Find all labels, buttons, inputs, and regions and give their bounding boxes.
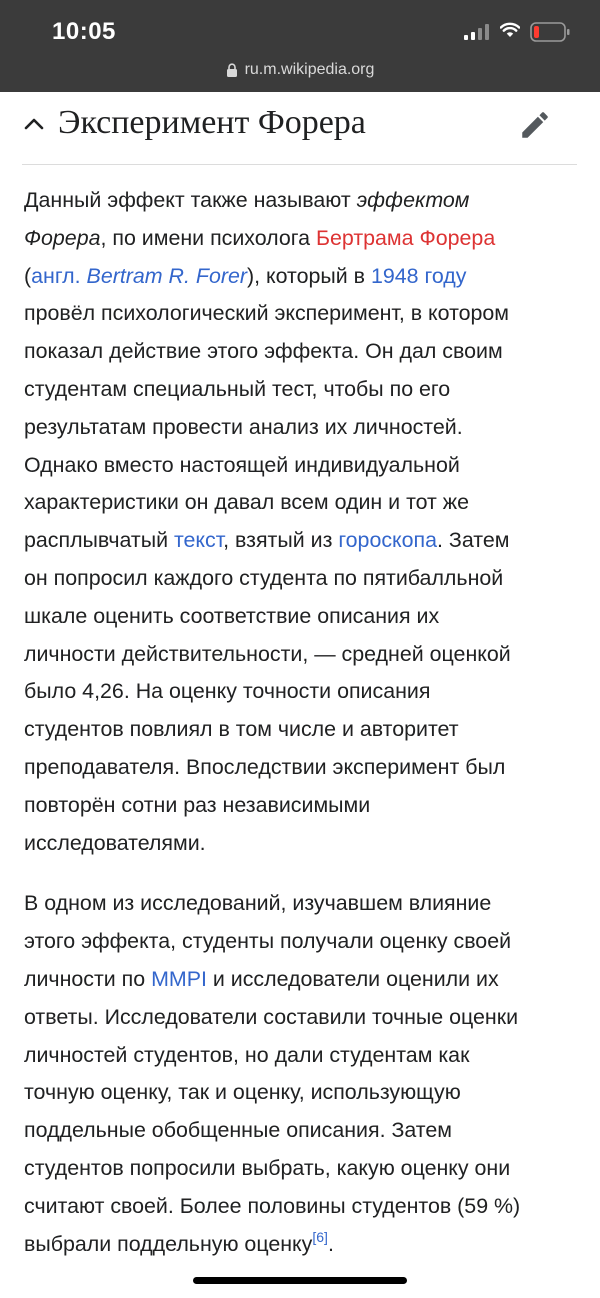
paragraph-gap bbox=[24, 862, 580, 885]
chevron-up-icon[interactable] bbox=[22, 112, 46, 136]
text-line: этого эффекта, студенты получали оценку своей bbox=[24, 929, 512, 954]
text: . Затем bbox=[437, 528, 510, 553]
link-horoscope[interactable]: гороскопа bbox=[338, 528, 438, 553]
italic-text: эффектом bbox=[356, 188, 470, 212]
text-line: провёл психологический эксперимент, в котором bbox=[24, 301, 510, 326]
text-line: он попросил каждого студента по пятибалльной bbox=[24, 565, 504, 590]
text-line: Однако вместо настоящей индивидуальной bbox=[24, 452, 460, 477]
text: личности по bbox=[24, 966, 152, 991]
text-line bbox=[24, 522, 580, 560]
text-line: повторён сотни раз независимыми bbox=[24, 792, 371, 817]
pencil-icon[interactable] bbox=[518, 108, 552, 142]
paragraph-1 bbox=[24, 182, 580, 862]
text: , по имени психолога bbox=[100, 225, 316, 250]
link-english-name[interactable] bbox=[87, 264, 247, 288]
text-line: результатам провести анализ их личностей. bbox=[24, 414, 463, 439]
url-bar[interactable] bbox=[0, 58, 600, 82]
italic-link-text: Bertram R. Forer bbox=[86, 263, 247, 288]
text-line: шкале оценить соответствие описания их bbox=[24, 603, 440, 628]
text-line: В одном из исследований, изучавшем влияние bbox=[24, 891, 492, 916]
link-text[interactable]: текст bbox=[173, 528, 224, 553]
reference-6[interactable]: [6] bbox=[312, 1228, 328, 1245]
link-bertram-forer[interactable]: Бертрама Форера bbox=[315, 225, 496, 250]
section-title: Эксперимент Форера bbox=[58, 104, 366, 141]
text-line bbox=[24, 258, 580, 296]
text: и исследователи оценили их bbox=[206, 966, 499, 991]
text: ( bbox=[24, 263, 32, 288]
battery-icon bbox=[530, 22, 570, 42]
text: . bbox=[327, 1231, 334, 1256]
text-line: показал действие этого эффекта. Он дал своим bbox=[24, 339, 503, 364]
paragraph-2 bbox=[24, 885, 580, 1263]
text: , взятый из bbox=[223, 528, 339, 553]
section-header[interactable] bbox=[22, 98, 577, 165]
text-line: личности действительности, — средней оценкой bbox=[24, 641, 511, 666]
text-line: студентов попросили выбрать, какую оценку они bbox=[24, 1155, 511, 1180]
text-line: характеристики он давал всем один и тот же bbox=[24, 490, 470, 515]
text-line: студентам специальный тест, чтобы по его bbox=[24, 376, 451, 401]
status-time: 10:05 bbox=[52, 18, 116, 45]
signal-icon bbox=[464, 24, 490, 40]
text-line: считают своей. Более половины студентов (59 %) bbox=[24, 1193, 521, 1218]
text-line: точную оценку, так и оценку, использующую bbox=[24, 1080, 461, 1105]
article-content bbox=[24, 182, 580, 1263]
lock-icon bbox=[226, 63, 238, 77]
text-line: преподавателя. Впоследствии эксперимент был bbox=[24, 754, 506, 779]
home-indicator[interactable] bbox=[193, 1277, 407, 1284]
text-line: студентов повлиял в том числе и авторитет bbox=[24, 717, 459, 742]
text-line: исследователями. bbox=[24, 830, 206, 855]
italic-text: Форера bbox=[24, 225, 101, 250]
browser-chrome bbox=[0, 0, 600, 92]
text: ), который в bbox=[247, 263, 371, 288]
url-text: ru.m.wikipedia.org bbox=[244, 61, 375, 78]
text-line: было 4,26. На оценку точности описания bbox=[24, 679, 431, 704]
link-mmpi[interactable]: MMPI bbox=[151, 966, 207, 991]
text-line bbox=[24, 1226, 580, 1264]
text-line: поддельные обобщенные описания. Затем bbox=[24, 1118, 452, 1143]
link-1948-year[interactable]: 1948 году bbox=[370, 263, 467, 288]
text-line bbox=[24, 961, 580, 999]
text-line: ответы. Исследователи составили точные оценки bbox=[24, 1004, 519, 1029]
text: выбрали поддельную оценку bbox=[24, 1231, 313, 1256]
text-line bbox=[24, 220, 580, 258]
text-line: личностей студентов, но дали студентам как bbox=[24, 1042, 470, 1067]
text: расплывчатый bbox=[24, 528, 174, 553]
wifi-icon bbox=[500, 22, 520, 38]
text: Данный эффект также называют bbox=[24, 188, 357, 212]
link-english-language[interactable]: англ. bbox=[31, 263, 81, 288]
text-line bbox=[24, 182, 580, 220]
